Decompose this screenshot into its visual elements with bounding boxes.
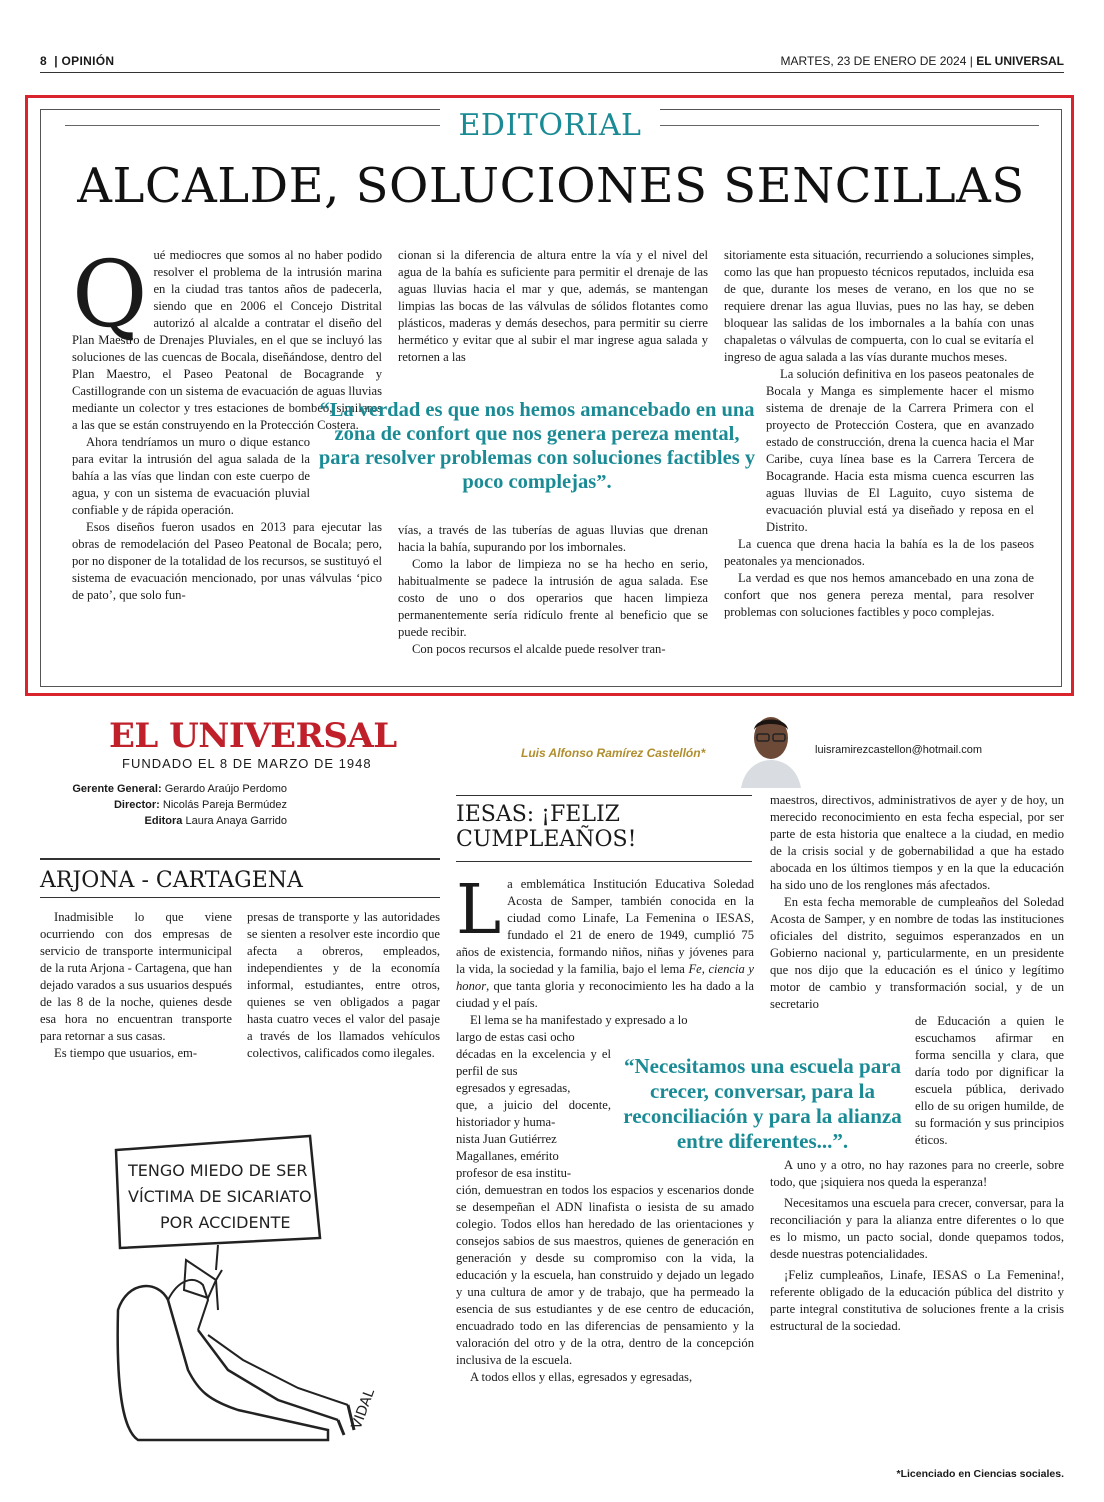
cartoon-caption-3: POR ACCIDENTE bbox=[160, 1213, 291, 1232]
editorial-paragraph: La solución definitiva en los paseos peatonales de Bocala y Manga es simplemente hacer el mismo sistema de drenaje de la Carrera Primera con el proyecto de Protección Costera, que en avanzado estado de construcción, drena la cuenca hacia el Mar Caribe, cuya línea base es la Carrera Tercera de Bocagrande. Hacia esta misma cuenca escurren las aguas lluvias de El Laguito, cuyo sistema de evacuación pluvial está ya diseñado y reposa en el Distrito. bbox=[766, 367, 1034, 534]
editorial-label: EDITORIAL bbox=[440, 108, 660, 143]
column-footnote: *Licenciado en Ciencias sociales. bbox=[896, 1468, 1064, 1480]
masthead-founded: FUNDADO EL 8 DE MARZO DE 1948 bbox=[122, 756, 372, 771]
editorial-title: ALCALDE, SOLUCIONES SENCILLAS bbox=[77, 158, 1025, 214]
editorial-paragraph: sitoriamente esta situación, recurriendo a soluciones simples, como las que han propuesto técnicos reputados, incluida esa de que, durante los meses de verano, en los que no se requiere drenar las agua lluvias, pues no las hay, se deben bloquear las salidas de los imbornales a la bahía con unas chapaletas o válvulas de compuerta, con lo cual se evitaría el ingreso de agua salada a las vías durante muchos meses. bbox=[724, 248, 1034, 364]
editorial-column-2-bottom bbox=[398, 522, 708, 658]
editorial-paragraph: Como la labor de limpieza no se ha hecho en serio, habitualmente se padece la intrusión de agua salada. Ese costo de uno o dos operarios que hacen limpieza permanentemente sería ridículo frente al beneficio que se puede recibir. bbox=[398, 557, 708, 639]
column-author: Luis Alfonso Ramírez Castellón* bbox=[521, 746, 706, 760]
column-text-2 bbox=[770, 792, 1064, 1335]
page-date-header: MARTES, 23 DE ENERO DE 2024 | EL UNIVERSAL bbox=[780, 54, 1064, 68]
column-pull-quote: “Necesitamos una escuela para crecer, conversar, para la reconciliación y para la alianza entre diferentes...”. bbox=[623, 1054, 902, 1153]
cartoon-caption-1: TENGO MIEDO DE SER bbox=[128, 1161, 308, 1180]
column-paragraph: A uno y a otro, no hay razones para no creerle, sobre todo, que ¡siquiera nos queda la esperanza! bbox=[770, 1158, 1064, 1189]
editorial-column-3 bbox=[724, 247, 1034, 621]
editorial-paragraph: La verdad es que nos hemos amancebado en una zona de confort que nos genera pereza mental, para resolver problemas con soluciones factibles y poco complejas. bbox=[724, 571, 1034, 619]
cartoon-illustration bbox=[98, 1130, 418, 1450]
editorial-dropcap: Q bbox=[72, 241, 148, 348]
editorial-paragraph: Qué mediocres que somos al no haber podido resolver el problema de la intrusión marina en la ciudad tras tantos años de padecerla, siendo que en 2006 el Concejo Distrital autorizó al alcalde a contratar el diseño del Plan Maestro de Drenajes Pluviales, en el que se incluyó las soluciones de las cuencas de Bocala, diseñándose, dentro del Plan Maestro, el Paseo Peatonal de Bocagrande y Castillogrande con un sistema de evacuación de aguas lluvias mediante un colector y tres estaciones de bombeo, similares a las que se están construyendo en la Protección Costera. bbox=[72, 241, 382, 432]
editorial-paragraph: Ahora tendríamos un muro o dique estanco para evitar la intrusión del agua salada de la bahía a las vías que lindan con este cuerpo de agua, y con un sistema de evacuación pluvial confiable y de rápida operación. bbox=[72, 435, 310, 517]
column-paragraph: La emblemática Institución Educativa Soledad Acosta de Samper, también conocida en la ciudad como Linafe, La Femenina o IESAS, fundado el 21 de enero de 1949, cumplió 75 años de existencia, formando niños, niñas y jóvenes para la vida, la sociedad y la familia, bajo el lema Fe, ciencia y honor, que tanta gloria y reconocimiento les ha dado a la ciudad y el país. bbox=[456, 871, 755, 1010]
column-title-rule bbox=[456, 861, 752, 862]
column-paragraph-wrap: El lema se ha manifestado y expresado a lo largo de estas casi ocho décadas en la excelencia y el perfil de sus egresados y egresadas, que, a juicio del docente, historiador y huma- nista Juan Gutiérrez Magallanes, emérito profesor de esa institu- bbox=[456, 1013, 688, 1180]
editorial-paragraph: cionan si la diferencia de altura entre la vía y el nivel del agua de la bahía es suficiente para permitir el drenaje de las aguas lluvias hacia el mar y que, además, se mantengan limpias las bocas de las válvulas de sólidos flotantes como plásticos, maderas y demás desechos, para permitir su cierre hermético y evitar que al subir el mar ingrese agua salada y retornen a las bbox=[398, 248, 708, 364]
column-dropcap: L bbox=[456, 871, 502, 950]
column-paragraph: ¡Feliz cumpleaños, Linafe, IESAS o La Femenina!, referente obligado de la educación pública del distrito y parte integral constitutiva de soluciones frente a la crisis estructural de la sociedad. bbox=[770, 1268, 1064, 1333]
column-paragraph: de Educación a quien le escuchamos afirmar en forma sencilla y clara, que daría todo por dignificar la escuela pública, derivado ello de su origen humilde, de su formación y sus principios éticos. bbox=[915, 1014, 1064, 1147]
arjona-title: ARJONA - CARTAGENA bbox=[40, 868, 303, 893]
masthead-logo: EL UNIVERSAL bbox=[109, 716, 397, 756]
arjona-paragraph: Inadmisible lo que viene ocurriendo con dos empresas de servicio de transporte intermunicipal de la ruta Arjona - Cartagena, que han dejado varados a sus usuarios después de las 8 de la noche, quienes desde esa hora no encuentran transporte para retornar a sus casas. bbox=[40, 910, 233, 1043]
header-divider bbox=[40, 72, 1064, 73]
editorial-paragraph: Con pocos recursos el alcalde puede resolver tran- bbox=[412, 642, 666, 656]
arjona-paragraph: Es tiempo que usuarios, em- bbox=[54, 1046, 198, 1060]
column-top-rule bbox=[456, 795, 752, 796]
arjona-bottom-rule bbox=[40, 897, 440, 898]
arjona-column-1 bbox=[40, 909, 232, 1062]
editorial-paragraph: vías, a través de las tuberías de aguas lluvias que drenan hacia la bahía, supurando por los imbornales. bbox=[398, 523, 708, 554]
staff-line: Gerente General: Gerardo Araújo Perdomo bbox=[72, 783, 287, 795]
column-paragraph: A todos ellos y ellas, egresados y egresadas, bbox=[470, 1370, 693, 1384]
column-paragraph: maestros, directivos, administrativos de ayer y de hoy, un merecido reconocimiento en esta fecha especial, por ser parte de esta historia que enaltece a la ciudad, en medio de la crisis social y de gobernabilidad a que ha estado abocada en los últimos tiempos y en la que la educación ha sido uno de los renglones más afectados. bbox=[770, 793, 1064, 892]
column-title: IESAS: ¡FELIZ CUMPLEAÑOS! bbox=[456, 802, 637, 852]
cartoon-signature: VIDAL bbox=[348, 1386, 378, 1432]
column-paragraph: ción, demuestran en todos los espacios y escenarios donde se desempeñan el ADN linafista o iesista de su amado colegio. Todos ellos han heredado de las orientaciones y consejos sabios de sus maestros, quienes de generación en generación y desde su compromiso con la vida, la educación y la escuela, han construido y dejado un legado y una cultura de amor y de trabajo, que ha permeado la esencia de sus estudiantes y de ese centro de educación, encuadrado todo en las diferencias de pensamiento y la valoración del otro y de la otra, dentro de la concepción inclusiva de la escuela. bbox=[456, 1183, 754, 1367]
cartoon-figure-head bbox=[184, 1260, 216, 1298]
editorial-paragraph: Esos diseños fueron usados en 2013 para ejecutar las obras de remodelación del Paseo Peatonal de Bocala; pero, por no disponer de la totalidad de los recursos, se sustituyó el sistema de evacuación mencionado, por unas válvulas ‘pico de pato’, que solo fun- bbox=[72, 520, 382, 602]
page-section-header: 8 | OPINIÓN bbox=[40, 54, 115, 68]
staff-line: Director: Nicolás Pareja Bermúdez bbox=[113, 799, 287, 811]
staff-line: Editora Laura Anaya Garrido bbox=[144, 815, 287, 827]
editorial-column-2-top bbox=[398, 247, 708, 366]
editorial-pull-quote: “La verdad es que nos hemos amancebado en una zona de confort que nos genera pereza mental, para resolver problemas con soluciones factibles y poco complejas”. bbox=[318, 399, 756, 493]
cartoon-caption-2: VÍCTIMA DE SICARIATO bbox=[128, 1187, 312, 1206]
arjona-paragraph: presas de transporte y las autoridades se sienten a resolver este incordio que afecta a obreros, empleados, independientes y de la economía informal, estudiantes, entre otros, quienes se ven obligados a pagar hasta cuatro veces el valor del pasaje a través de los llamados vehículos colectivos, calificados como ilegales. bbox=[247, 910, 440, 1060]
arjona-top-rule bbox=[40, 858, 440, 860]
editorial-paragraph: La cuenca que drena hacia la bahía es la de los paseos peatonales ya mencionados. bbox=[724, 537, 1034, 568]
column-paragraph: Necesitamos una escuela para crecer, conversar, para la reconciliación y para la alianza entre diferentes o lo que es lo mismo, un pacto social, donde quepamos todos, desde nuestras potencialidades. bbox=[770, 1196, 1064, 1261]
arjona-column-2 bbox=[247, 909, 440, 1062]
column-paragraph: En esta fecha memorable de cumpleaños del Soledad Acosta de Samper, y en nombre de todas las instituciones oficiales del distrito, seguimos esperanzados en un Gobierno nacional y, particularmente, en un presidente que nos dijo que la educación es el único y legítimo motor de cambio y transformación social, y de un secretario bbox=[770, 895, 1064, 1011]
column-author-email: luisramirezcastellon@hotmail.com bbox=[815, 744, 983, 756]
author-photo bbox=[735, 708, 807, 788]
